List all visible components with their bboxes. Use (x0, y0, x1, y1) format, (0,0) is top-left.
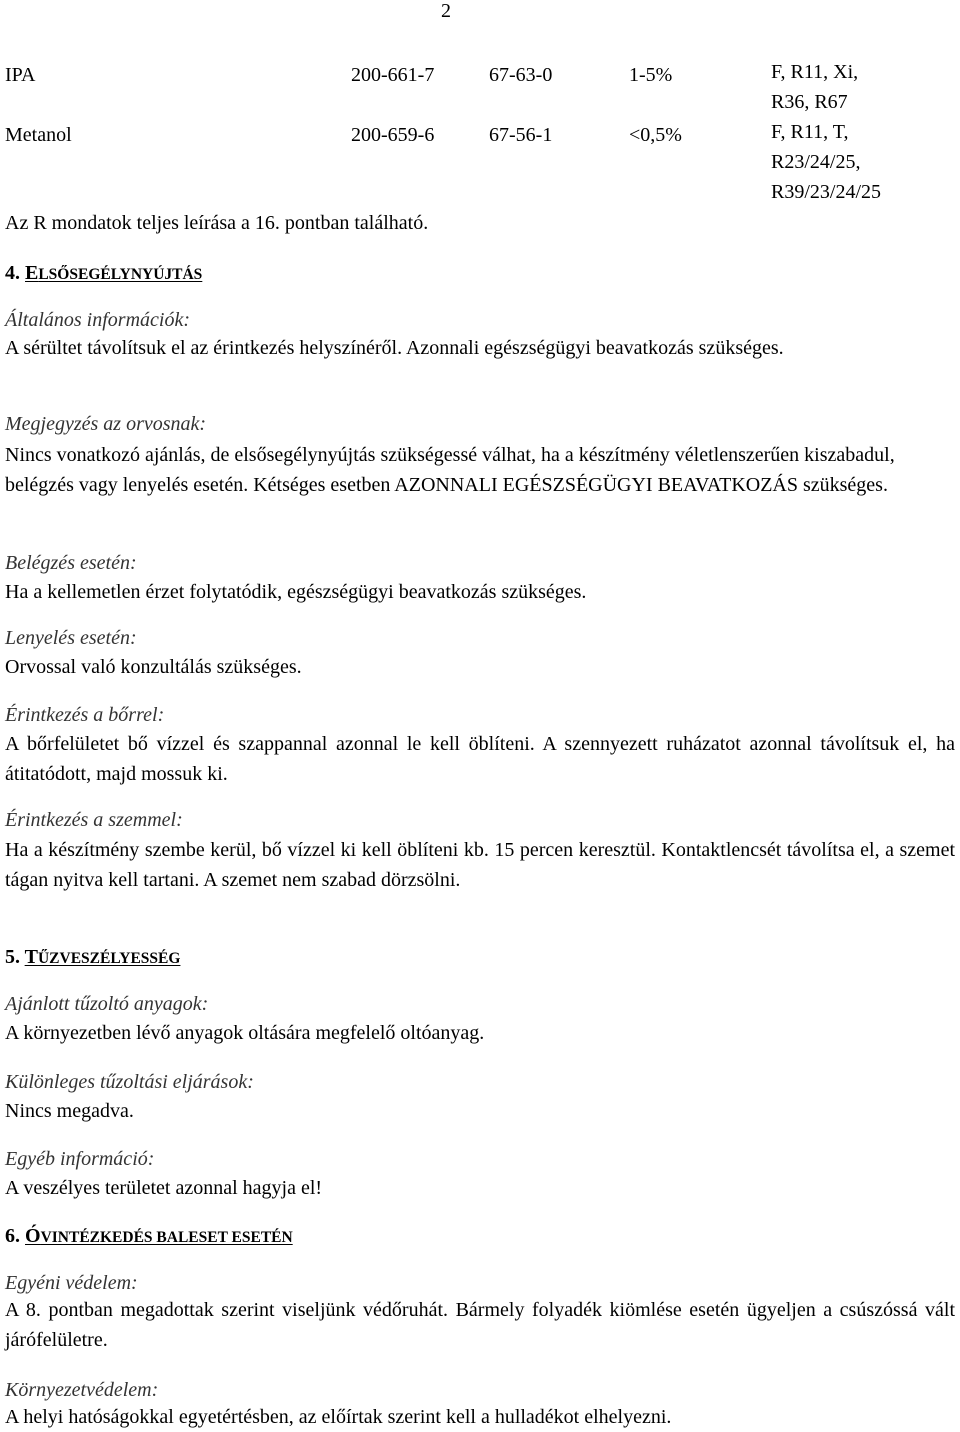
personal-protection-label: Egyéni védelem: (5, 1272, 138, 1294)
classification-line: R39/23/24/25 (771, 181, 882, 203)
section-title-rest: ŰZVESZÉLYESSÉG (37, 950, 181, 967)
special-procedures-text: Nincs megadva. (5, 1100, 134, 1122)
section-number: 6. (5, 1225, 20, 1247)
special-procedures-label: Különleges tűzoltási eljárások: (5, 1071, 254, 1093)
section-title-initial: Ó (25, 1225, 41, 1247)
skin-contact-text: A bőrfelületet bő vízzel és szappannal azonnal le kell öblíteni. A szennyezett ruházatot azonnal távolítsuk el, ha átitatódott, majd mossuk ki. (5, 733, 955, 785)
personal-protection-text: A 8. pontban megadottak szerint viseljünk védőruhát. Bármely folyadék kiömlése esetén ügyeljen a csúszóssá vált járófelületre. (5, 1299, 955, 1351)
ec-number: 200-659-6 (351, 124, 435, 146)
inhalation-text: Ha a kellemetlen érzet folytatódik, egészségügyi beavatkozás szükséges. (5, 581, 587, 603)
ingestion-label: Lenyelés esetén: (5, 627, 137, 649)
eye-contact-label: Érintkezés a szemmel: (5, 809, 183, 831)
ec-number: 200-661-7 (351, 64, 435, 86)
section-title-rest: VINTÉZKEDÉS BALESET ESETÉN (40, 1229, 293, 1246)
environmental-protection-text: A helyi hatóságokkal egyetértésben, az előírtak szerint kell a hulladékot elhelyezni. (5, 1406, 672, 1428)
component-name: Metanol (5, 124, 72, 146)
classification-line: F, R11, T, (771, 121, 849, 143)
concentration: 1-5% (629, 64, 673, 86)
eye-contact-text: Ha a készítmény szembe kerül, bő vízzel ki kell öblíteni kb. 15 percen keresztül. Kontaktlencsét távolítsa el, a szemet tágan nyitva kell tartani. A szemet nem szabad dörzsölni. (5, 839, 955, 891)
table-row (5, 61, 955, 113)
section-number: 5. (5, 946, 20, 968)
classification (771, 117, 881, 207)
section-title (25, 946, 181, 968)
extinguishing-agent-label: Ajánlott tűzoltó anyagok: (5, 993, 209, 1015)
r-phrases-note: Az R mondatok teljes leírása a 16. pontban található. (5, 212, 429, 234)
section-6-heading (5, 1225, 293, 1248)
section-title-rest: LSŐSEGÉLYNYÚJTÁS (38, 266, 203, 283)
cas-number: 67-56-1 (489, 124, 553, 146)
doctor-note-text: Nincs vonatkozó ajánlás, de elsősegélynyújtás szükségessé válhat, ha a készítmény véletlenszerűen kiszabadul, belégzés vagy lenyelés esetén. Kétséges esetben AZONNALI EGÉSZSÉGÜGYI BEAVATKOZÁS szükséges. (5, 444, 895, 496)
inhalation-label: Belégzés esetén: (5, 552, 137, 574)
concentration: <0,5% (629, 124, 682, 146)
classification (771, 57, 858, 117)
classification-line: R36, R67 (771, 91, 848, 113)
extinguishing-agent-text: A környezetben lévő anyagok oltására megfelelő oltóanyag. (5, 1022, 485, 1044)
other-info-text: A veszélyes területet azonnal hagyja el! (5, 1177, 323, 1199)
component-name: IPA (5, 64, 36, 86)
classification-line: R23/24/25, (771, 151, 861, 173)
general-info-label: Általános információk: (5, 309, 190, 331)
section-title-initial: T (24, 946, 38, 968)
section-title (25, 1225, 293, 1247)
general-info-text: A sérültet távolítsuk el az érintkezés helyszínéről. Azonnali egészségügyi beavatkozás szükséges. (5, 337, 784, 359)
classification-line: F, R11, Xi, (771, 61, 859, 83)
environmental-protection-label: Környezetvédelem: (5, 1379, 159, 1401)
section-title (25, 262, 202, 284)
page-number: 2 (441, 0, 451, 22)
section-5-heading (5, 946, 180, 969)
section-number: 4. (5, 262, 20, 284)
cas-number: 67-63-0 (489, 64, 553, 86)
section-title-initial: E (25, 262, 39, 284)
doctor-note-label: Megjegyzés az orvosnak: (5, 413, 207, 435)
table-row (5, 121, 955, 203)
section-4-heading (5, 262, 202, 285)
skin-contact-label: Érintkezés a bőrrel: (5, 704, 165, 726)
ingestion-text: Orvossal való konzultálás szükséges. (5, 656, 302, 678)
other-info-label: Egyéb információ: (5, 1148, 155, 1170)
